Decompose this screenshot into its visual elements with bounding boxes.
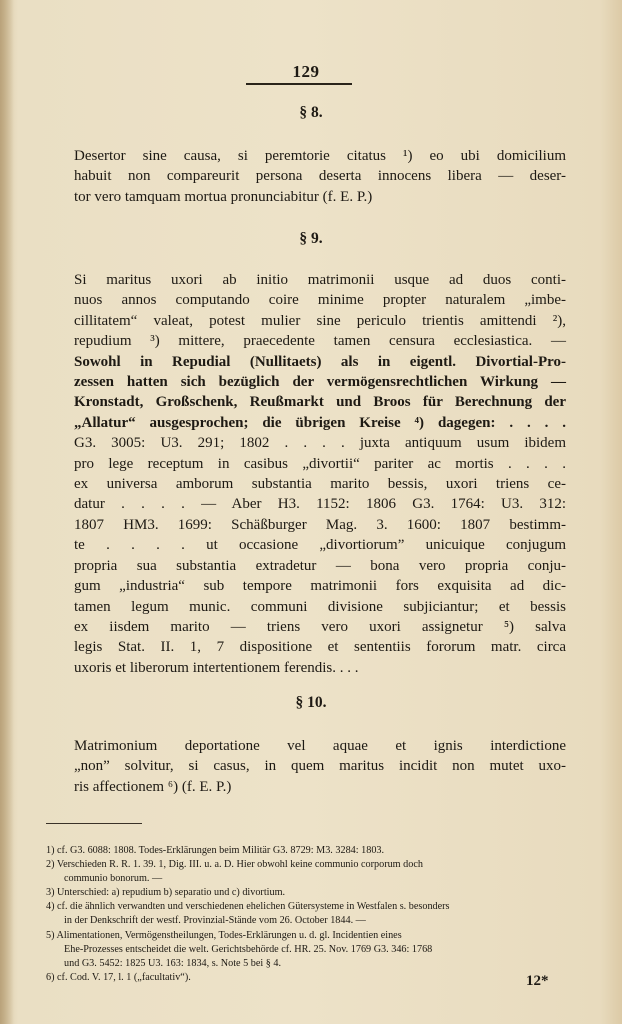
text-line: uxoris et liberorum intertentionem ferendis. . . . <box>74 659 359 676</box>
section-heading-10: § 10. <box>295 694 327 711</box>
section-9-text <box>74 270 566 678</box>
text-line: Kronstadt, Großschenk, Reußmarkt und Broos für Berechnung der <box>74 394 566 411</box>
footnote-4-cont: in der Denkschrift der westf. Provinzial-Stände vom 26. October 1844. — <box>64 915 366 927</box>
text-line: zessen hatten sich bezüglich der vermögensrechtlichen Wirkung — <box>74 374 566 391</box>
text-line: te . . . . ut occasione „divortiorum” unicuique conjugum <box>74 537 566 554</box>
text-line: tor vero tamquam mortua pronunciabitur (f. E. P.) <box>74 188 373 205</box>
text-line: ris affectionem ⁶) (f. E. P.) <box>74 778 232 795</box>
footnote-5-cont: und G3. 5452: 1825 U3. 163: 1834, s. Note 5 bei § 4. <box>64 957 282 969</box>
signature-mark: 12* <box>526 973 549 989</box>
footnote-3: 3) Unterschied: a) repudium b) separatio und c) divortium. <box>46 887 286 899</box>
page-number: 129 <box>292 62 320 81</box>
header-rule <box>246 83 352 85</box>
text-line: Sowohl in Repudial (Nullitaets) als in eigentl. Divortial-Pro- <box>74 353 566 370</box>
footnote-5-cont: Ehe-Prozesses entscheidet die welt. Gerichtsbehörde cf. HR. 25. Nov. 1769 G3. 346: 1768 <box>64 943 433 955</box>
text-line: cillitatem“ valeat, potest mulier sine periculo trientis amittendi ²), <box>74 312 566 329</box>
footnote-1: 1) cf. G3. 6088: 1808. Todes-Erklärungen beim Militär G3. 8729: M3. 3284: 1803. <box>46 845 385 856</box>
footnote-rule <box>46 823 142 824</box>
text-line: ex universa amborum substantia marito bessis, uxori triens ce- <box>74 476 566 493</box>
text-line: propria sua substantia extradetur — bona vero propria conju- <box>74 557 566 574</box>
section-10-text <box>74 736 566 797</box>
text-line: tamen legum munic. communi divisione subjiciantur; et bessis <box>74 598 566 615</box>
section-heading-9: § 9. <box>299 230 323 247</box>
page-edge-shadow <box>0 0 14 1024</box>
text-line: habuit non compareurit persona deserta innocens libera — deser- <box>74 168 566 185</box>
text-line: repudium ³) mittere, praecedente tamen censura ecclesiastica. — <box>74 333 566 350</box>
section-8-text <box>74 146 566 207</box>
text-line: Matrimonium deportatione vel aquae et ignis interdictione <box>74 738 566 754</box>
text-line: G3. 3005: U3. 291; 1802 . . . . juxta antiquum usum ibidem <box>74 435 566 452</box>
text-line: Si maritus uxori ab initio matrimonii usque ad duos conti- <box>74 272 566 288</box>
text-line: Desertor sine causa, si peremtorie citatus ¹) eo ubi domicilium <box>74 148 566 164</box>
text-line: ex iisdem marito — triens vero uxori assignetur ⁵) salva <box>74 618 566 635</box>
text-line: „Allatur“ ausgesprochen; die übrigen Kreise ⁴) dagegen: . . . . <box>74 414 566 431</box>
text-line: gum „industria“ sub tempore matrimonii fors exquisita ad dic- <box>74 578 566 595</box>
footnotes <box>46 844 574 985</box>
text-line: „non” solvitur, si casus, in quem maritus incidit non mutet uxo- <box>74 758 566 775</box>
section-heading-8: § 8. <box>299 104 323 121</box>
text-line: 1807 HM3. 1699: Schäßburger Mag. 3. 1600: 1807 bestimm- <box>74 516 566 533</box>
footnote-2: 2) Verschieden R. R. 1. 39. 1, Dig. III. u. a. D. Hier obwohl keine communio corporum doch <box>46 859 423 871</box>
footnote-6: 6) cf. Cod. V. 17, l. 1 („facultativ“). <box>46 971 191 983</box>
footnote-5: 5) Alimentationen, Vermögenstheilungen, Todes-Erklärungen u. d. gl. Incidentien eines <box>46 929 402 941</box>
footnote-4: 4) cf. die ähnlich verwandten und verschiedenen ehelichen Gütersysteme in Westfalen s. besonders <box>46 901 450 913</box>
footnote-2-cont: communio bonorum. — <box>64 873 163 885</box>
text-line: pro lege receptum in casibus „divortii“ pariter ac mortis . . . . <box>74 455 566 472</box>
text-line: datur . . . . — Aber H3. 1152: 1806 G3. 1764: U3. 312: <box>74 496 566 513</box>
text-line: legis Stat. II. 1, 7 dispositione et sententiis fororum matr. circa <box>74 639 566 656</box>
text-line: nuos annos computando coire minime propter naturalem „imbe- <box>74 292 566 309</box>
